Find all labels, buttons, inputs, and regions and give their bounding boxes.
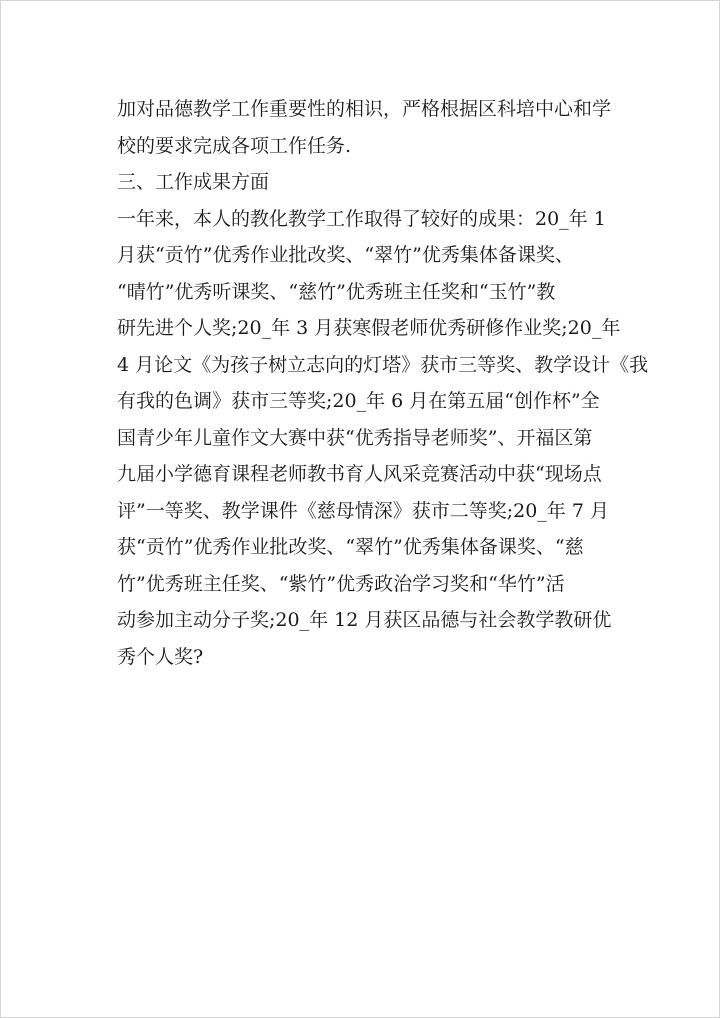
text-line: 校的要求完成各项工作任务. [117,134,352,157]
text-line: 研先进个人奖;20_年 3 月获寒假老师优秀研修作业奖;20_年 [117,317,621,339]
text-line: “晴竹”优秀听课奖、“慈竹”优秀班主任奖和“玉竹”教 [117,280,556,303]
text-line: 国青少年儿童作文大赛中获“优秀指导老师奖”、开福区第 [117,426,593,449]
text-line: 有我的色调》获市三等奖;20_年 6 月在第五届“创作杯”全 [117,390,600,412]
text-line: 加对品德教学工作重要性的相识，严格根据区科培中心和学 [117,98,612,120]
text-line: 评”一等奖、教学课件《慈母情深》获市二等奖;20_年 7 月 [117,499,609,522]
section-heading: 三、工作成果方面 [117,171,270,193]
text-line: 一年来，本人的教化教学工作取得了较好的成果：20_年 1 [117,207,606,230]
text-line: 竹”优秀班主任奖、“紫竹”优秀政治学习奖和“华竹”活 [117,572,565,595]
document-body [117,91,649,675]
text-line: 月获“贡竹”优秀作业批改奖、“翠竹”优秀集体备课奖、 [117,244,574,266]
text-line: 动参加主动分子奖;20_年 12 月获区品德与社会教学教研优 [117,609,612,631]
text-line: 秀个人奖? [117,645,204,668]
text-line: 九届小学德育课程老师教书育人风采竞赛活动中获“现场点 [117,463,602,485]
text-line: 4 月论文《为孩子树立志向的灯塔》获市三等奖、教学设计《我 [117,353,649,376]
text-line: 获“贡竹”优秀作业批改奖、“翠竹”优秀集体备课奖、“慈 [117,536,584,558]
